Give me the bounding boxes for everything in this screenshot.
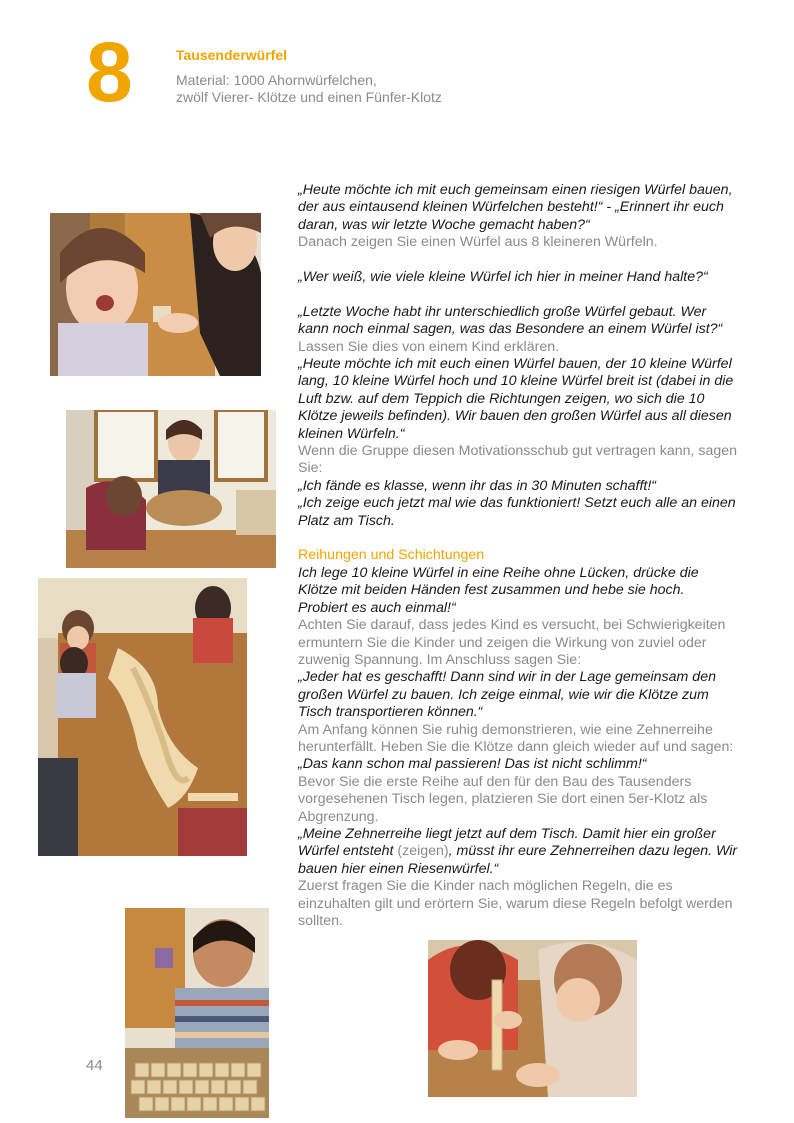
paragraph xyxy=(298,669,738,721)
paragraph xyxy=(298,304,738,356)
paragraph xyxy=(298,356,738,443)
instruction-text: Lassen Sie dies von einem Kind erklären. xyxy=(298,338,560,355)
quote-text: „Das kann schon mal passieren! Das ist nicht schlimm!“ xyxy=(298,756,647,773)
quote-text: „Meine Zehnerreihe liegt jetzt auf dem Tisch. Damit hier ein großer Würfel entsteht xyxy=(298,825,716,860)
quote-text: „Ich zeige euch jetzt mal wie das funktioniert! Setzt euch alle an einen Platz am Tisch. xyxy=(298,495,736,529)
instruction-text: Am Anfang können Sie ruhig demonstrieren, wie eine Zehnerreihe herunterfällt. Heben Sie die Klötze dann gleich wieder auf und sagen: xyxy=(298,721,734,755)
paragraph xyxy=(298,878,738,930)
paragraph xyxy=(298,478,738,495)
paragraph xyxy=(298,774,738,826)
paragraph xyxy=(298,495,738,530)
paragraph xyxy=(298,565,738,617)
instruction-text: Zuerst fragen Sie die Kinder nach möglichen Regeln, die es einzuhalten gilt und erörtern Sie, warum diese Regeln befolgt werden sollten. xyxy=(298,878,733,930)
quote-text: , müsst ihr eure Zehnerreihen dazu legen. Wir bauen hier einen Riesenwürfel.“ xyxy=(298,843,738,877)
paragraph xyxy=(298,722,738,774)
material-info xyxy=(176,72,442,106)
paragraph xyxy=(298,269,738,286)
paragraph xyxy=(298,443,738,478)
photo-children-table-cubes xyxy=(38,578,247,856)
paragraph xyxy=(298,617,738,669)
photo-teacher-with-basket xyxy=(66,410,276,568)
section-heading: Reihungen und Schichtungen xyxy=(298,547,485,564)
chapter-number: 8 xyxy=(86,25,133,119)
quote-text: „Ich fände es klasse, wenn ihr das in 30 Minuten schafft!“ xyxy=(298,477,657,494)
material-line-1: Material: 1000 Ahornwürfelchen, xyxy=(176,72,377,88)
paragraph xyxy=(298,826,738,878)
material-line-2: zwölf Vierer- Klötze und einen Fünfer-Klotz xyxy=(176,89,442,105)
quote-text: „Heute möchte ich mit euch gemeinsam einen riesigen Würfel bauen, der aus eintausend kleinen Würfelchen besteht!“ - „Erinnert ihr euch daran, was wir letzte Woche gemacht haben?“ xyxy=(298,182,733,233)
photo-girls-cube-row xyxy=(428,940,637,1097)
quote-text: Ich lege 10 kleine Würfel in eine Reihe ohne Lücken, drücke die Klötze mit beiden Händen fest zusammen und hebe sie hoch. Probiert es auch einmal!“ xyxy=(298,564,699,616)
instruction-text: Achten Sie darauf, dass jedes Kind es versucht, bei Schwierigkeiten ermuntern Sie die Kinder und zeigen die Wirkung von zuviel oder zuwenig Spannung. Im Anschluss sagen Sie: xyxy=(298,617,726,668)
paragraph xyxy=(298,182,738,252)
page-number: 44 xyxy=(86,1057,103,1074)
chapter-title: Tausenderwürfel xyxy=(176,47,287,63)
photo-girl-and-teacher xyxy=(50,213,261,376)
quote-text: „Letzte Woche habt ihr unterschiedlich große Würfel gebaut. Wer kann noch einmal sagen, was das Besondere an einem Würfel ist?“ xyxy=(298,303,723,338)
quote-text: „Wer weiß, wie viele kleine Würfel ich hier in meiner Hand halte?“ xyxy=(298,269,708,286)
quote-text: „Heute möchte ich mit euch einen Würfel bauen, der 10 kleine Würfel lang, 10 kleine Würfel hoch und 10 kleine Würfel breit ist (dabei in die Luft bzw. auf dem Teppich die Richtungen zeigen, wo sich die 10 Klötze jeweils befinden). Wir bauen den großen Würfel aus all diesen kleinen Würfeln.“ xyxy=(298,356,734,442)
instruction-text: Wenn die Gruppe diesen Motivationsschub gut vertragen kann, sagen Sie: xyxy=(298,443,738,477)
instruction-text: Bevor Sie die erste Reihe auf den für den Bau des Tausenders vorgesehenen Tisch legen, platzieren Sie dort einen 5er-Klotz als Abgrenzung. xyxy=(298,773,708,825)
instruction-text: (zeigen) xyxy=(397,843,449,860)
body-text xyxy=(298,182,738,930)
quote-text: „Jeder hat es geschafft! Dann sind wir in der Lage gemeinsam den großen Würfel zu bauen. Ich zeige einmal, wie wir die Klötze zum Tisch transportieren können.“ xyxy=(298,669,716,721)
photo-boy-with-cubes xyxy=(125,908,269,1118)
instruction-text: Danach zeigen Sie einen Würfel aus 8 kleineren Würfeln. xyxy=(298,234,658,251)
